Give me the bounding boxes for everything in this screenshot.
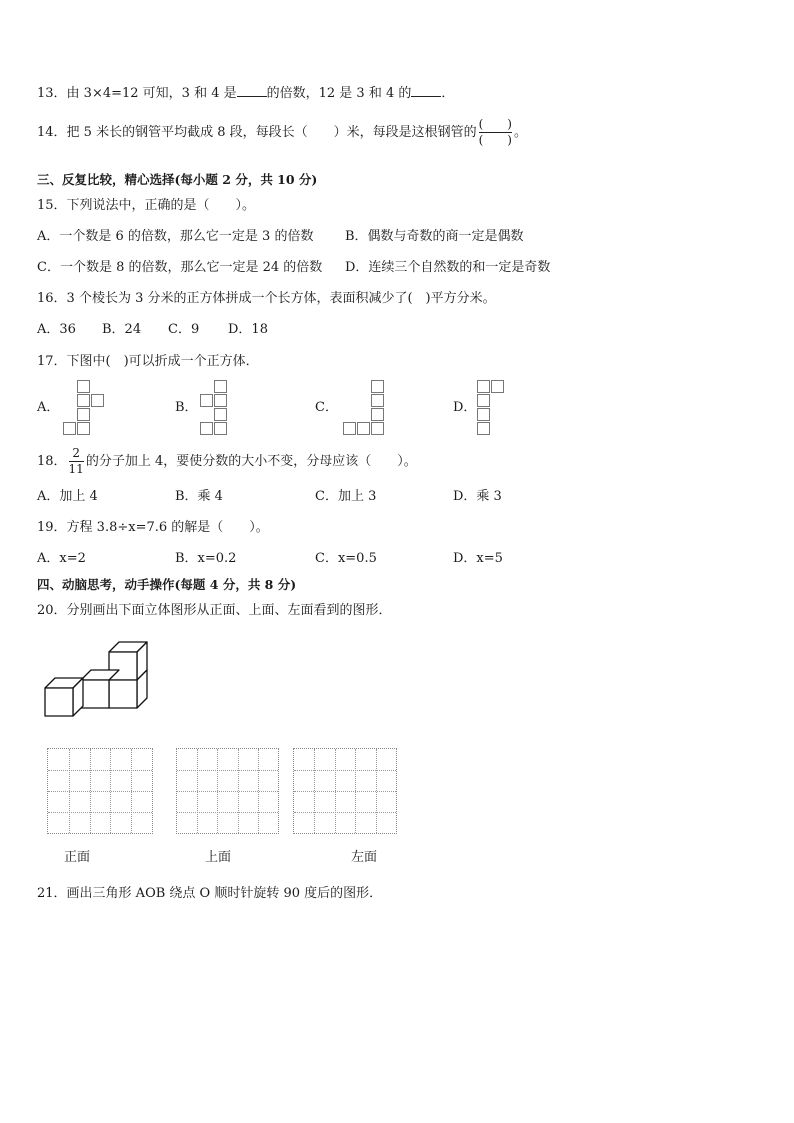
question-18-option-a[interactable]: A．加上 4 — [37, 489, 98, 504]
question-16-option-b[interactable]: B．24 — [102, 322, 142, 337]
grid-line — [48, 770, 152, 771]
question-19-option-d[interactable]: D．x=5 — [453, 551, 503, 566]
grid-line — [177, 770, 278, 771]
top-view-label: 上面 — [205, 850, 232, 865]
question-20-stem: 20．分别画出下面立体图形从正面、上面、左面看到的图形． — [37, 603, 392, 618]
question-15-option-b[interactable]: B．偶数与奇数的商一定是偶数 — [345, 229, 524, 244]
question-17-option-d[interactable]: D． — [453, 400, 477, 415]
cube-front-face — [45, 688, 73, 716]
fraction-2-11: $\frac{2}{11}$ — [68, 446, 84, 476]
question-16-option-c[interactable]: C．9 — [168, 322, 200, 337]
question-16-option-d[interactable]: D．18 — [228, 322, 268, 337]
front-view-grid[interactable] — [47, 748, 153, 834]
question-13: 13．由 3×4=12 可知，3 和 4 是 的倍数，12 是 3 和 4 的 ． — [37, 86, 455, 101]
cube-front-face — [109, 680, 137, 708]
fraction-blank[interactable]: $\frac{( )}{( )}$ — [478, 117, 512, 147]
grid-line — [294, 770, 396, 771]
question-18-option-d[interactable]: D．乘 3 — [453, 489, 502, 504]
grid-line — [177, 791, 278, 792]
answer-blank[interactable] — [411, 84, 441, 97]
grid-line — [294, 791, 396, 792]
question-15-stem: 15．下列说法中，正确的是（ ）。 — [37, 198, 256, 213]
question-18-option-b[interactable]: B．乘 4 — [175, 489, 223, 504]
top-view-grid[interactable] — [176, 748, 279, 834]
cube-front-face — [81, 680, 109, 708]
question-15-option-a[interactable]: A．一个数是 6 的倍数，那么它一定是 3 的倍数 — [37, 229, 314, 244]
question-21-stem: 21．画出三角形 AOB 绕点 O 顺时针旋转 90 度后的图形． — [37, 886, 383, 901]
question-15-option-c[interactable]: C．一个数是 8 的倍数，那么它一定是 24 的倍数 — [37, 260, 323, 275]
question-17-option-c[interactable]: C． — [315, 400, 338, 415]
question-19-option-c[interactable]: C．x=0.5 — [315, 551, 377, 566]
question-17-stem: 17．下图中( )可以折成一个正方体． — [37, 354, 259, 369]
question-18-stem: 18． $\frac{2}{11}$ 的分子加上 4，要使分数的大小不变，分母应该（ ）。 — [37, 446, 417, 476]
question-15-option-d[interactable]: D．连续三个自然数的和一定是奇数 — [345, 260, 551, 275]
question-14: 14．把 5 米长的钢管平均截成 8 段，每段长（ ）米，每段是这根钢管的 $\frac{( )}{( )}$ 。 — [37, 117, 528, 147]
question-16-stem: 16．3 个棱长为 3 分米的正方体拼成一个长方体，表面积减少了( )平方分米。 — [37, 291, 496, 306]
question-16-option-a[interactable]: A．36 — [37, 322, 76, 337]
question-18-option-c[interactable]: C．加上 3 — [315, 489, 377, 504]
section-title-3: 三、反复比较，精心选择(每小题 2 分，共 10 分) — [37, 172, 318, 187]
cube-stack-figure — [40, 638, 155, 720]
grid-line — [48, 812, 152, 813]
question-19-option-a[interactable]: A．x=2 — [37, 551, 86, 566]
question-17-option-b[interactable]: B． — [175, 400, 198, 415]
grid-line — [177, 812, 278, 813]
question-17-option-a[interactable]: A． — [37, 400, 60, 415]
question-19-option-b[interactable]: B．x=0.2 — [175, 551, 237, 566]
grid-line — [48, 791, 152, 792]
answer-blank[interactable] — [237, 84, 267, 97]
question-19-stem: 19．方程 3.8÷x=7.6 的解是（ ）。 — [37, 520, 269, 535]
section-title-4: 四、动脑思考，动手操作(每题 4 分，共 8 分) — [37, 577, 297, 592]
front-view-label: 正面 — [64, 850, 91, 865]
grid-line — [294, 812, 396, 813]
left-view-grid[interactable] — [293, 748, 397, 834]
left-view-label: 左面 — [351, 850, 378, 865]
